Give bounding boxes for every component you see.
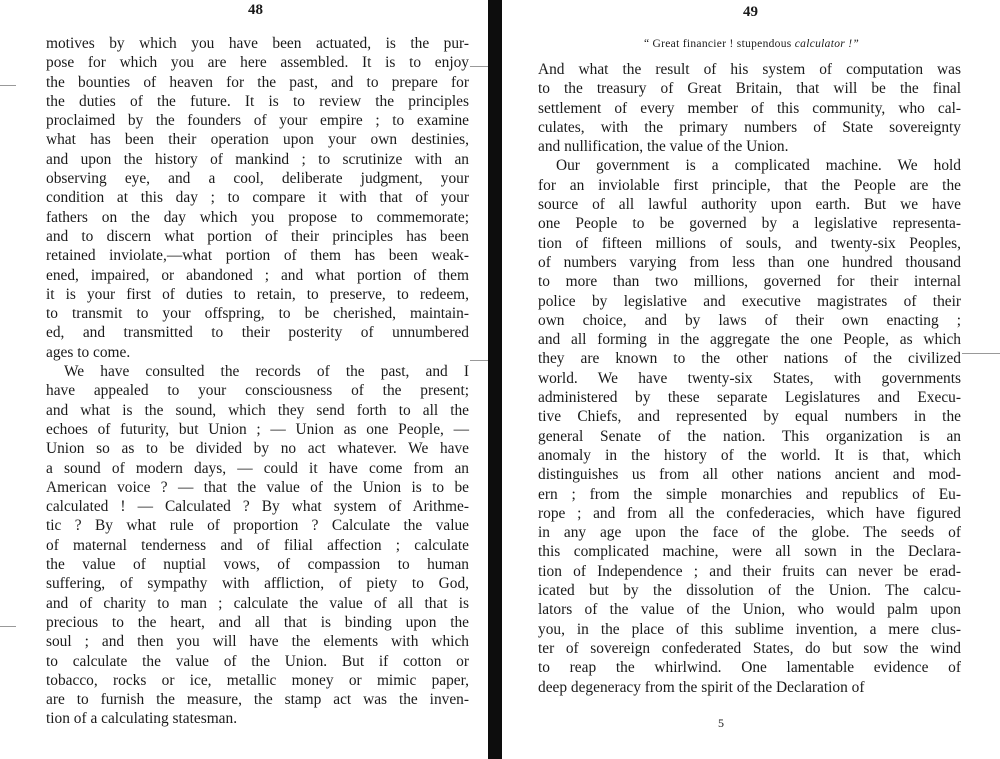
text-line: Our government is a complicated machine. We hold	[556, 157, 961, 175]
running-head-text: “ Great financier ! stupendous	[643, 38, 792, 50]
text-line: fathers on the day which you propose to commemorate;	[46, 208, 469, 226]
text-line: and nullification, the value of the Union.	[538, 138, 789, 156]
text-line: administered by these separate Legislatures and Execu-	[538, 389, 961, 407]
right-page	[503, 0, 1000, 759]
left-page	[0, 0, 490, 759]
margin-mark	[0, 626, 16, 627]
right-page-text	[538, 60, 961, 697]
text-line: the bounties of heaven for the past, and to prepare for	[46, 73, 469, 91]
text-line: ed, and transmitted to their posterity of unnumbered	[46, 324, 469, 342]
text-line: of maternal tenderness and of filial affection ; calculate	[46, 536, 469, 554]
text-line: you, in the place of this sublime invention, a mere clus-	[538, 620, 961, 638]
text-line: one People to be governed by a legislative representa-	[538, 215, 961, 233]
text-line: American voice ? — that the value of the Union is to be	[46, 478, 469, 496]
text-line: tion of Independence ; and their fruits can never be erad-	[538, 562, 961, 580]
text-line: own choice, and by laws of their own enacting ;	[538, 311, 961, 329]
text-line: condition at this day ; to compare it with that of your	[46, 189, 469, 207]
text-line: they are known to the other nations of the civilized	[538, 350, 961, 368]
margin-mark	[962, 353, 1000, 354]
margin-mark	[470, 360, 488, 361]
text-line: suffering, of sympathy with affliction, of piety to God,	[46, 575, 469, 593]
page-number: 49	[743, 4, 758, 20]
text-line: in any age upon the face of the globe. The seeds of	[538, 524, 961, 542]
text-line: general Senate of the nation. This organization is an	[538, 427, 961, 445]
text-line: it is your first of duties to retain, to preserve, to redeem,	[46, 285, 469, 303]
text-line: ages to come.	[46, 343, 131, 361]
margin-mark	[470, 66, 488, 67]
running-head	[503, 38, 1000, 50]
margin-mark	[0, 85, 16, 86]
text-line: tive Chiefs, and represented by equal numbers in the	[538, 408, 961, 426]
text-line: We have consulted the records of the past, and I	[64, 363, 469, 381]
text-line: and of charity to man ; calculate the value of all that is	[46, 594, 469, 612]
text-line: deep degeneracy from the spirit of the Declaration of	[538, 678, 865, 696]
footer-signature: 5	[718, 716, 724, 730]
text-line: a sound of modern days, — could it have come from an	[46, 459, 469, 477]
text-line: to transmit to your offspring, to be cherished, maintain-	[46, 305, 469, 323]
text-line: are to furnish the measure, the stamp act was the inven-	[46, 691, 469, 709]
text-line: to more than two millions, governed for their internal	[538, 273, 961, 291]
text-line: for an inviolable first principle, that the People are the	[538, 176, 961, 194]
text-line: settlement of every member of this community, who cal-	[538, 99, 961, 117]
text-line: police by legislative and executive magistrates of their	[538, 292, 961, 310]
text-line: to the treasury of Great Britain, that will be the final	[538, 80, 961, 98]
text-line: observing eye, and a cool, deliberate judgment, your	[46, 170, 469, 188]
text-line: and upon the history of mankind ; to scrutinize with an	[46, 150, 469, 168]
text-line: tion of fifteen millions of souls, and twenty-six Peoples,	[538, 234, 961, 252]
text-line: this complicated machine, were all sown in the Declara-	[538, 543, 961, 561]
text-line: Union so as to be divided by no act whatever. We have	[46, 440, 469, 458]
text-line: the value of nuptial vows, of compassion to human	[46, 556, 469, 574]
text-line: source of all lawful authority upon earth. But we have	[538, 196, 961, 214]
text-line: and what is the sound, which they send forth to all the	[46, 401, 469, 419]
text-line: retained inviolate,—what portion of them has been weak-	[46, 247, 469, 265]
text-line: and all forming in the aggregate the one People, as which	[538, 331, 961, 349]
page-number: 48	[248, 2, 263, 18]
text-line: tion of a calculating statesman.	[46, 710, 238, 728]
text-line: And what the result of his system of computation was	[538, 61, 961, 78]
text-line: lators of the value of the Union, who would palm upon	[538, 601, 961, 619]
text-line: anomaly in the history of the world. It is that, which	[538, 446, 961, 464]
text-line: the duties of the future. It is to review the principles	[46, 92, 469, 110]
text-line: world. We have twenty-six States, with governments	[538, 369, 961, 387]
text-line: and to discern what portion of their principles has been	[46, 227, 469, 245]
book-gutter	[488, 0, 502, 759]
text-line: icated but by the dissolution of the Union. The calcu-	[538, 582, 961, 600]
text-line: distinguishes us from all other nations ancient and mod-	[538, 466, 961, 484]
text-line: ened, impaired, or abandoned ; and what portion of them	[46, 266, 469, 284]
text-line: calculated ! — Calculated ? By what system of Arithme-	[46, 498, 469, 516]
text-line: of numbers varying from less than one hundred thousand	[538, 253, 961, 271]
left-page-text	[46, 34, 469, 729]
text-line: rope ; and from all the confederacies, which have figured	[538, 504, 961, 522]
text-line: culates, with the primary numbers of State sovereignty	[538, 118, 961, 136]
text-line: have appealed to your consciousness of the present;	[46, 382, 469, 400]
text-line: tic ? By what rule of proportion ? Calculate the value	[46, 517, 469, 535]
text-line: ern ; from the simple monarchies and republics of Eu-	[538, 485, 961, 503]
text-line: echoes of futurity, but Union ; — Union as one People, —	[46, 420, 469, 438]
text-line: to reap the whirlwind. One lamentable evidence of	[538, 659, 961, 677]
text-line: tobacco, rocks or ice, metallic money or mimic paper,	[46, 671, 469, 689]
text-line: pose for which you are here assembled. It is to enjoy	[46, 54, 469, 72]
text-line: precious to the heart, and all that is binding upon the	[46, 613, 469, 631]
text-line: soul ; and then you will have the elements with which	[46, 633, 469, 651]
running-head-italic: calculator !”	[794, 38, 860, 50]
text-line: motives by which you have been actuated, is the pur-	[46, 35, 469, 52]
text-line: proclaimed by the founders of your empire ; to examine	[46, 112, 469, 130]
text-line: to calculate the value of the Union. But if cotton or	[46, 652, 469, 670]
text-line: ter of sovereign confederated States, do but sow the wind	[538, 639, 961, 657]
text-line: what has been their operation upon your own destinies,	[46, 131, 469, 149]
